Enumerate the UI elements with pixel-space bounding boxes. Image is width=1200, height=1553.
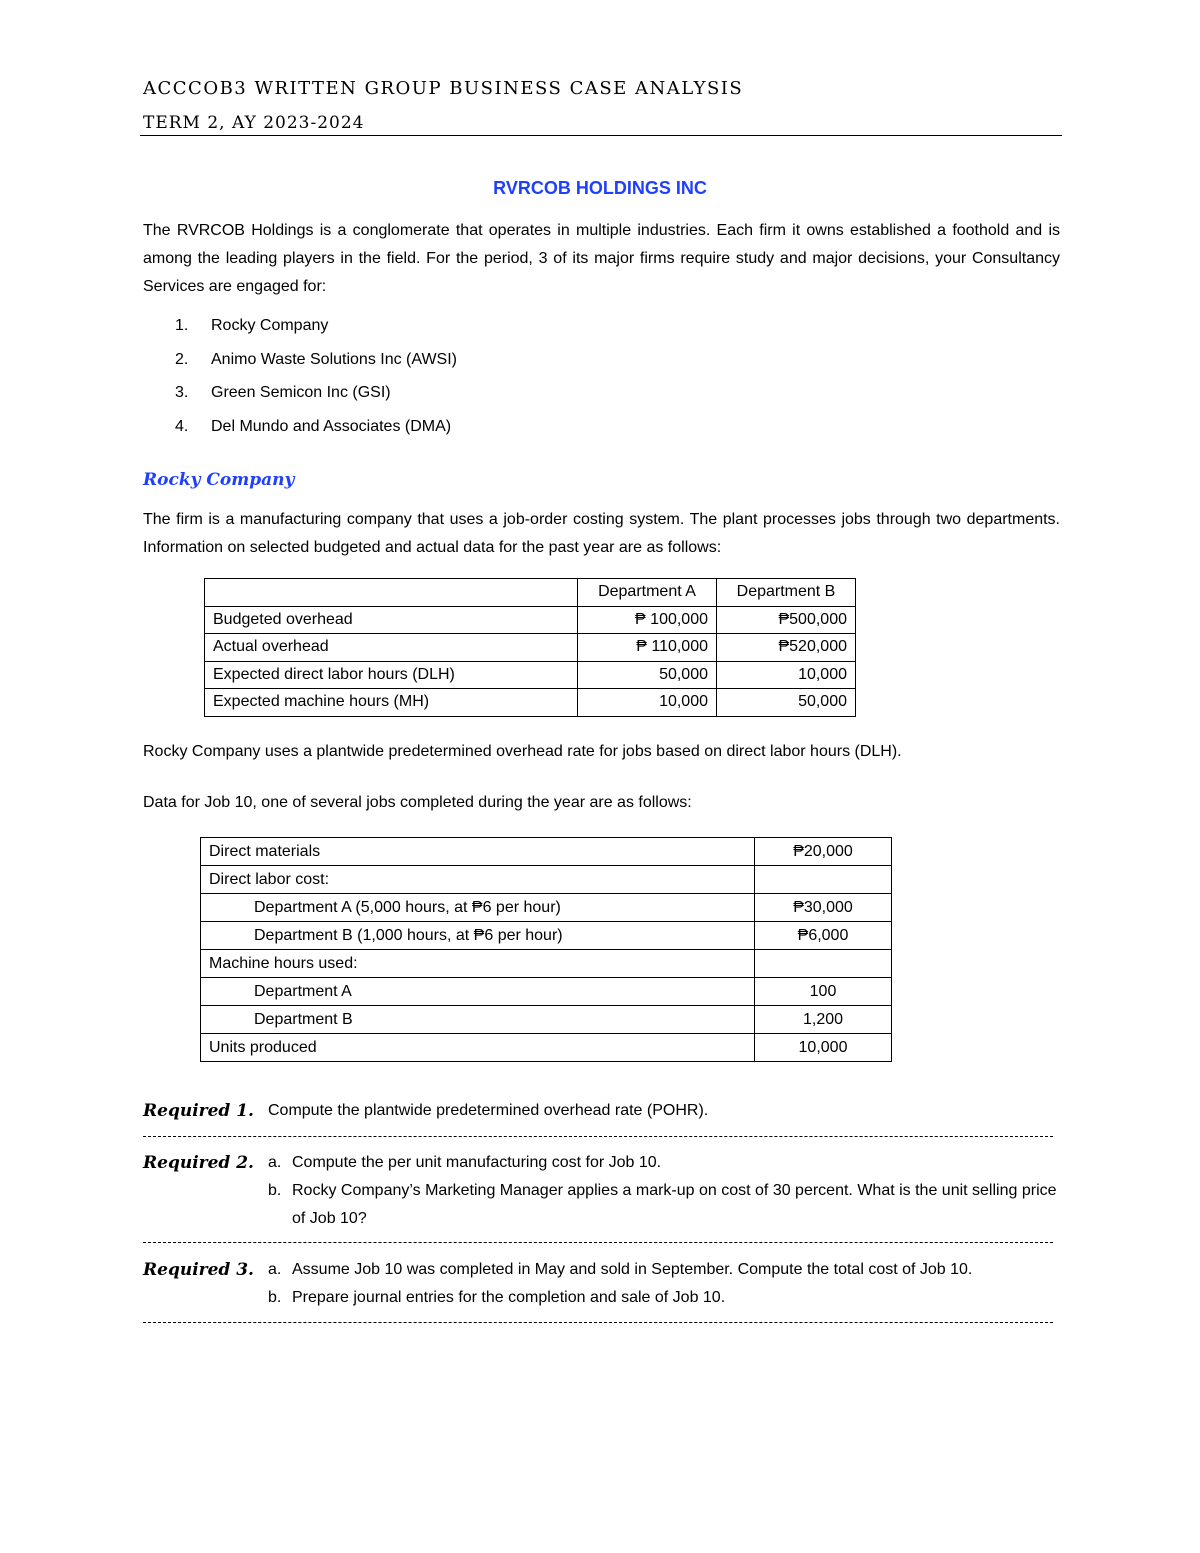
table-cell: Actual overhead <box>205 634 578 662</box>
dashed-separator <box>143 1242 1053 1243</box>
table-cell: Department A (5,000 hours, at ₱6 per hour) <box>201 894 755 922</box>
requirement-label: Required 2. <box>143 1153 254 1173</box>
part-text: Assume Job 10 was completed in May and sold in September. Compute the total cost of Job 10. <box>292 1261 973 1278</box>
firm-name: Green Semicon Inc (GSI) <box>211 384 391 401</box>
table-header-cell <box>205 579 578 607</box>
table-cell: ₱ 110,000 <box>578 634 717 662</box>
table-cell: Department B <box>201 1006 755 1034</box>
table-cell: 50,000 <box>717 689 856 717</box>
table-cell: ₱500,000 <box>717 606 856 634</box>
firm-list <box>175 312 457 446</box>
part-marker: b. <box>268 1182 282 1199</box>
part-text: Prepare journal entries for the completion and sale of Job 10. <box>292 1289 726 1306</box>
table-row <box>201 978 892 1006</box>
table-cell: 10,000 <box>578 689 717 717</box>
table-cell: Direct labor cost: <box>201 866 755 894</box>
firm-name: Rocky Company <box>211 317 329 334</box>
firm-name: Del Mundo and Associates (DMA) <box>211 417 452 435</box>
dashed-separator <box>143 1136 1053 1137</box>
table-row <box>205 689 856 717</box>
course-header: ACCCOB3 WRITTEN GROUP BUSINESS CASE ANALYSIS <box>143 78 744 99</box>
part-text: Rocky Company’s Marketing Manager applies a mark-up on cost of 30 percent. What is the unit selling price of Job 10? <box>292 1182 1057 1227</box>
table-cell: ₱520,000 <box>717 634 856 662</box>
document-title: RVRCOB HOLDINGS INC <box>493 178 707 198</box>
table-cell: Expected machine hours (MH) <box>205 689 578 717</box>
table-cell: ₱6,000 <box>755 922 892 950</box>
table-row <box>201 1034 892 1062</box>
table-row <box>201 866 892 894</box>
list-item <box>175 413 457 447</box>
header-rule <box>140 135 1062 136</box>
requirement-part-b <box>268 1177 1060 1233</box>
requirement-label: Required 3. <box>143 1260 254 1280</box>
list-number: 1. <box>175 317 189 334</box>
part-marker: a. <box>268 1261 282 1278</box>
table-cell: Expected direct labor hours (DLH) <box>205 661 578 689</box>
table-cell: ₱30,000 <box>755 894 892 922</box>
table-row <box>205 661 856 689</box>
section-intro: The firm is a manufacturing company that uses a job-order costing system. The plant processes jobs through two departments. Information on selected budgeted and actual data for the past year are as follows: <box>143 511 1060 556</box>
table-cell: Direct materials <box>201 838 755 866</box>
list-number: 4. <box>175 417 189 435</box>
table-row <box>201 838 892 866</box>
table-cell: Budgeted overhead <box>205 606 578 634</box>
list-number: 2. <box>175 350 189 368</box>
part-marker: a. <box>268 1154 282 1171</box>
requirement-parts <box>268 1149 1060 1233</box>
table-cell: ₱20,000 <box>755 838 892 866</box>
requirement-parts <box>268 1256 1060 1312</box>
table-cell: ₱ 100,000 <box>578 606 717 634</box>
table-cell: Units produced <box>201 1034 755 1062</box>
table-header-cell: Department A <box>578 579 717 607</box>
dashed-separator <box>143 1322 1053 1323</box>
table-row <box>201 1006 892 1034</box>
table-header-row <box>205 579 856 607</box>
table-cell: 1,200 <box>755 1006 892 1034</box>
table-row <box>201 922 892 950</box>
table-row <box>205 634 856 662</box>
table-cell: Machine hours used: <box>201 950 755 978</box>
table-cell: 100 <box>755 978 892 1006</box>
table-cell: Department A <box>201 978 755 1006</box>
part-text: Compute the per unit manufacturing cost for Job 10. <box>292 1154 662 1171</box>
table-cell <box>755 866 892 894</box>
requirement-part-a <box>268 1149 1060 1177</box>
term-header: TERM 2, AY 2023-2024 <box>143 113 365 133</box>
table-cell: 10,000 <box>717 661 856 689</box>
requirement-part-a <box>268 1256 1060 1284</box>
table-header-cell: Department B <box>717 579 856 607</box>
list-item <box>175 346 457 380</box>
table-cell: Department B (1,000 hours, at ₱6 per hour) <box>201 922 755 950</box>
part-marker: b. <box>268 1289 282 1306</box>
section-title: Rocky Company <box>143 470 295 490</box>
requirement-part-b <box>268 1284 1060 1312</box>
department-table <box>204 578 856 717</box>
table-cell: 50,000 <box>578 661 717 689</box>
list-item <box>175 379 457 413</box>
job-table <box>200 837 892 1062</box>
firm-name: Animo Waste Solutions Inc (AWSI) <box>211 350 457 368</box>
job-intro: Data for Job 10, one of several jobs completed during the year are as follows: <box>143 794 692 811</box>
table-row <box>201 894 892 922</box>
table-cell <box>755 950 892 978</box>
requirement-text: Compute the plantwide predetermined overhead rate (POHR). <box>268 1102 709 1119</box>
table-cell: 10,000 <box>755 1034 892 1062</box>
list-item <box>175 312 457 346</box>
list-number: 3. <box>175 384 189 401</box>
table-row <box>201 950 892 978</box>
intro-paragraph: The RVRCOB Holdings is a conglomerate that operates in multiple industries. Each firm it owns established a foothold and is among the leading players in the field. For the period, 3 of its major firms require study and major decisions, your Consultancy Services are engaged for: <box>143 222 1060 295</box>
requirement-label: Required 1. <box>143 1101 254 1121</box>
pohr-note: Rocky Company uses a plantwide predetermined overhead rate for jobs based on direct labor hours (DLH). <box>143 743 902 760</box>
table-row <box>205 606 856 634</box>
